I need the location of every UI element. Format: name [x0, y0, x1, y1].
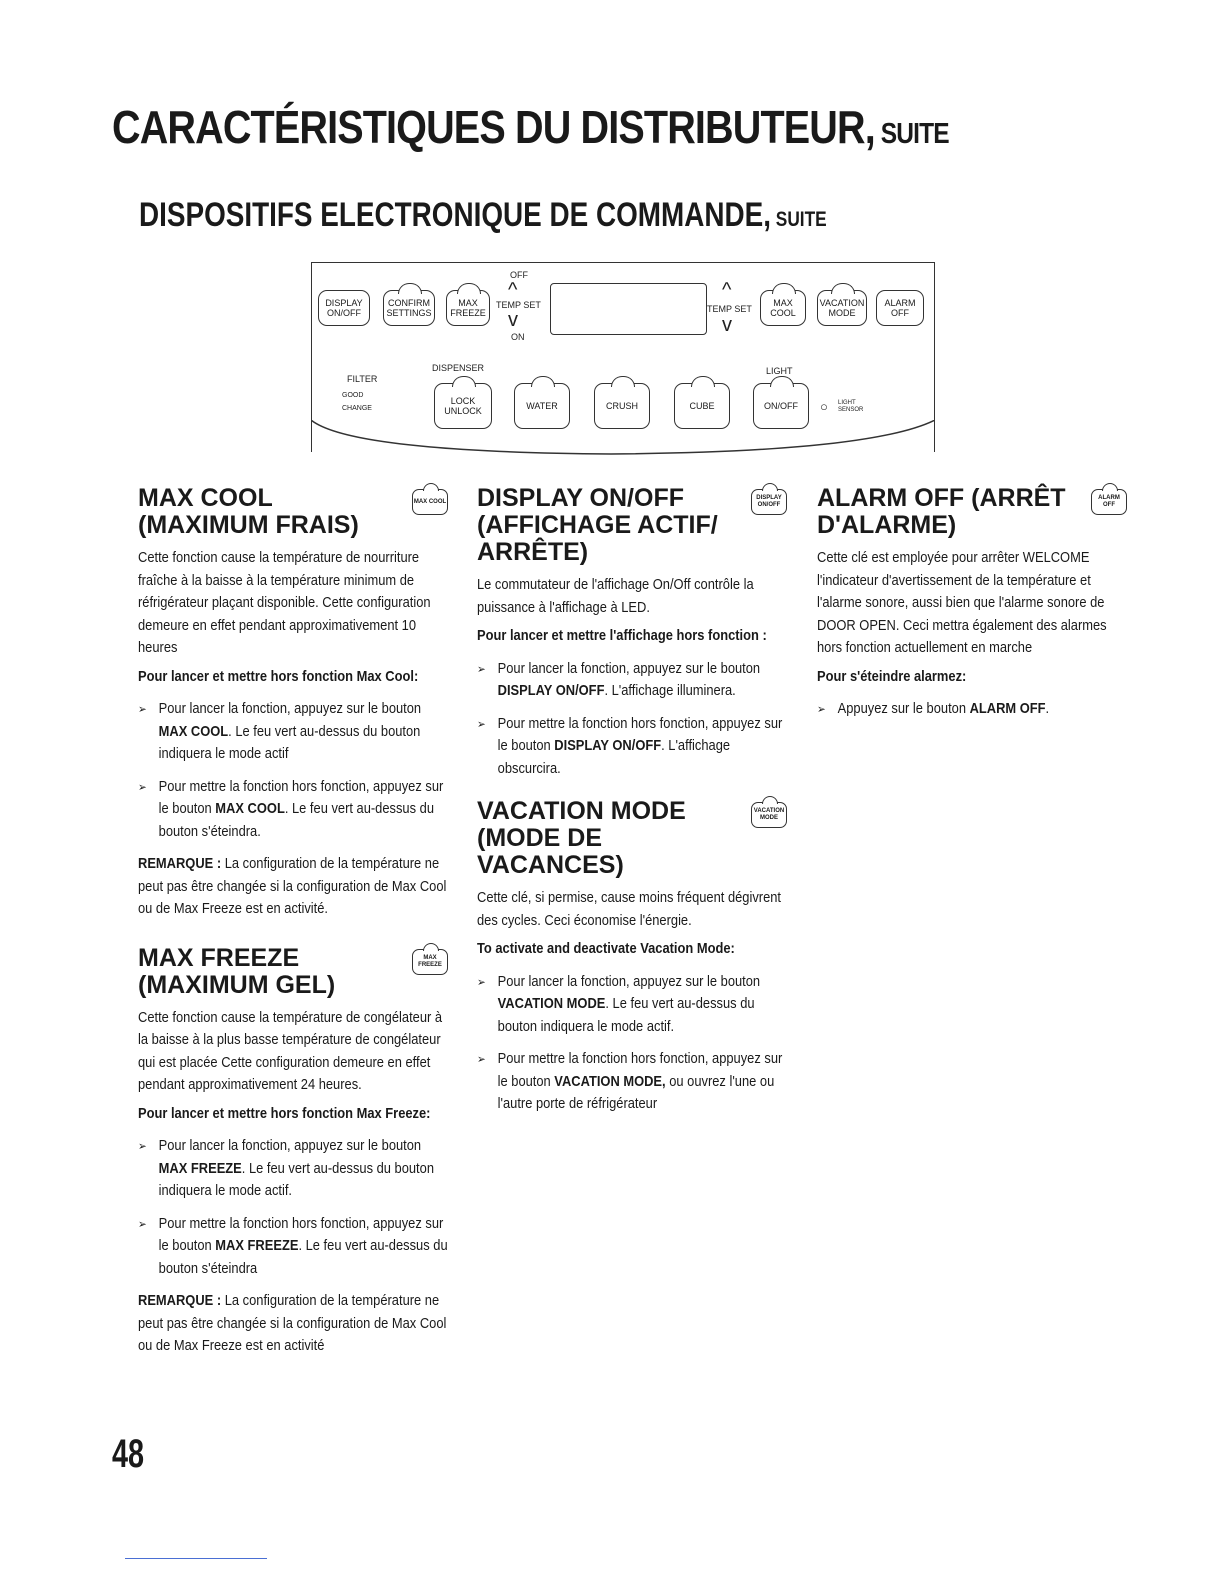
- display-onoff-step-1: ➢ Pour lancer la fonction, appuyez sur le bouton DISPLAY ON/OFF. L'affichage illuminera.: [477, 658, 787, 703]
- page-title: CARACTÉRISTIQUES DU DISTRIBUTEUR, SUITE: [112, 101, 949, 153]
- max-freeze-panel-button: MAX FREEZE: [446, 290, 490, 326]
- lock-unlock-panel-button: LOCK UNLOCK: [434, 383, 492, 429]
- display-onoff-button-icon: DISPLAY ON/OFF: [751, 489, 787, 515]
- display-onoff-body: [477, 574, 787, 780]
- display-onoff-heading: DISPLAY ON/OFF (AFFICHAGE ACTIF/ ARRÊTE) DISPLAY ON/OFF: [477, 485, 787, 566]
- vacation-mode-heading: VACATION MODE (MODE DE VACANCES) VACATION MODE: [477, 798, 787, 879]
- alarm-off-panel-button: ALARM OFF: [876, 290, 924, 326]
- filter-label: FILTER: [347, 374, 378, 384]
- display-onoff-lead: Pour lancer et mettre l'affichage hors fonction :: [477, 627, 767, 644]
- max-cool-panel-button: MAX COOL: [760, 290, 806, 326]
- led-display-window: [550, 283, 707, 335]
- max-cool-body: [138, 547, 448, 921]
- max-freeze-button-icon: MAX FREEZE: [412, 949, 448, 975]
- up-arrow-icon: ^: [508, 279, 518, 301]
- cube-panel-button: CUBE: [674, 383, 730, 429]
- alarm-off-body: [817, 547, 1127, 721]
- max-cool-intro: Cette fonction cause la température de nourriture fraîche à la baisse à la température minimum de réfrigérateur plaçant disponible. Cette configuration demeure en effet pendant approximativement 10 heures: [138, 549, 431, 656]
- max-cool-step-2: ➢ Pour mettre la fonction hors fonction, appuyez sur le bouton MAX COOL. Le feu vert au-dessus du bouton s'éteindra.: [138, 776, 448, 844]
- page-number: 48: [112, 1432, 145, 1476]
- display-onoff-step-2: ➢ Pour mettre la fonction hors fonction, appuyez sur le bouton DISPLAY ON/OFF. L'affichage obscurcira.: [477, 713, 787, 781]
- vacation-mode-step-2: ➢ Pour mettre la fonction hors fonction, appuyez sur le bouton VACATION MODE, ou ouvrez l'une ou l'autre porte de réfrigérateur: [477, 1048, 787, 1116]
- vacation-mode-body: [477, 887, 787, 1116]
- section-title: DISPOSITIFS ELECTRONIQUE DE COMMANDE, SUITE: [139, 196, 827, 234]
- confirm-settings-panel-button: CONFIRM SETTINGS: [383, 290, 435, 326]
- max-cool-lead: Pour lancer et mettre hors fonction Max Cool:: [138, 667, 419, 685]
- off-label: OFF: [510, 270, 528, 280]
- light-sensor-label: LIGHT SENSOR: [838, 400, 864, 413]
- vacation-mode-intro: Cette clé, si permise, cause moins fréquent dégivrent des cycles. Ceci économise l'énergie.: [477, 889, 782, 929]
- alarm-off-step-1: ➢ Appuyez sur le bouton ALARM OFF.: [817, 698, 1127, 721]
- temp-set-label-left: TEMP SET: [496, 300, 541, 310]
- down-arrow-right-icon: v: [722, 314, 732, 336]
- dispenser-label: DISPENSER: [432, 363, 485, 373]
- max-freeze-note: REMARQUE : La configuration de la température ne peut pas être changée si la configuration de Max Cool ou de Max Freeze est en activité: [138, 1292, 447, 1354]
- display-onoff-panel-button: DISPLAY ON/OFF: [318, 290, 370, 326]
- max-freeze-intro: Cette fonction cause la température de congélateur à la baisse à la plus basse température de congélateur qui est placée Cette configuration demeure en effet pendant approximativement 24 heures.: [138, 1008, 443, 1093]
- filter-good-label: GOOD: [342, 392, 364, 399]
- max-freeze-body: [138, 1007, 448, 1358]
- display-onoff-intro: Le commutateur de l'affichage On/Off contrôle la puissance à l'affichage à LED.: [477, 576, 754, 616]
- max-freeze-step-1: ➢ Pour lancer la fonction, appuyez sur le bouton MAX FREEZE. Le feu vert au-dessus du bouton indiquera le mode actif.: [138, 1135, 448, 1203]
- footer-rule: [125, 1558, 267, 1559]
- down-arrow-icon: v: [508, 309, 518, 331]
- filter-change-label: CHANGE: [342, 405, 372, 412]
- on-label: ON: [511, 332, 525, 342]
- max-cool-button-icon: MAX COOL: [412, 489, 448, 515]
- light-label: LIGHT: [766, 366, 793, 376]
- crush-panel-button: CRUSH: [594, 383, 650, 429]
- column-right: [817, 485, 1127, 731]
- max-cool-step-1: ➢ Pour lancer la fonction, appuyez sur le bouton MAX COOL. Le feu vert au-dessus du bouton indiquera le mode actif: [138, 698, 448, 766]
- up-arrow-right-icon: ^: [722, 279, 732, 301]
- water-panel-button: WATER: [514, 383, 570, 429]
- light-onoff-panel-button: ON/OFF: [753, 383, 809, 429]
- vacation-mode-step-1: ➢ Pour lancer la fonction, appuyez sur le bouton VACATION MODE. Le feu vert au-dessus du bouton indiquera le mode actif.: [477, 971, 787, 1039]
- max-freeze-step-2: ➢ Pour mettre la fonction hors fonction, appuyez sur le bouton MAX FREEZE. Le feu vert au-dessus du bouton s'éteindra: [138, 1213, 448, 1281]
- column-left: [138, 485, 448, 1364]
- light-sensor-icon: ○: [820, 399, 828, 414]
- max-freeze-heading: MAX FREEZE (MAXIMUM GEL) MAX FREEZE: [138, 945, 448, 999]
- alarm-off-intro: Cette clé est employée pour arrêter WELCOME l'indicateur d'avertissement de la température et l'alarme sonore, aussi bien que l'alarme sonore de DOOR OPEN. Ceci mettra également des alarmes hors fonction actuellement en marche: [817, 549, 1107, 656]
- max-cool-note: REMARQUE : La configuration de la température ne peut pas être changée si la configuration de Max Cool ou de Max Freeze est en activité.: [138, 855, 447, 917]
- max-freeze-lead: Pour lancer et mettre hors fonction Max Freeze:: [138, 1104, 431, 1122]
- alarm-off-button-icon: ALARM OFF: [1091, 489, 1127, 515]
- vacation-mode-panel-button: VACATION MODE: [817, 290, 867, 326]
- alarm-off-heading: ALARM OFF (ARRÊT D'ALARME) ALARM OFF: [817, 485, 1127, 539]
- column-middle: [477, 485, 787, 1126]
- vacation-mode-lead: To activate and deactivate Vacation Mode:: [477, 940, 735, 957]
- max-cool-heading: MAX COOL (MAXIMUM FRAIS) MAX COOL: [138, 484, 447, 539]
- alarm-off-lead: Pour s'éteindre alarmez:: [817, 667, 967, 685]
- temp-set-label-right: TEMP SET: [707, 304, 752, 314]
- vacation-mode-button-icon: VACATION MODE: [751, 802, 787, 828]
